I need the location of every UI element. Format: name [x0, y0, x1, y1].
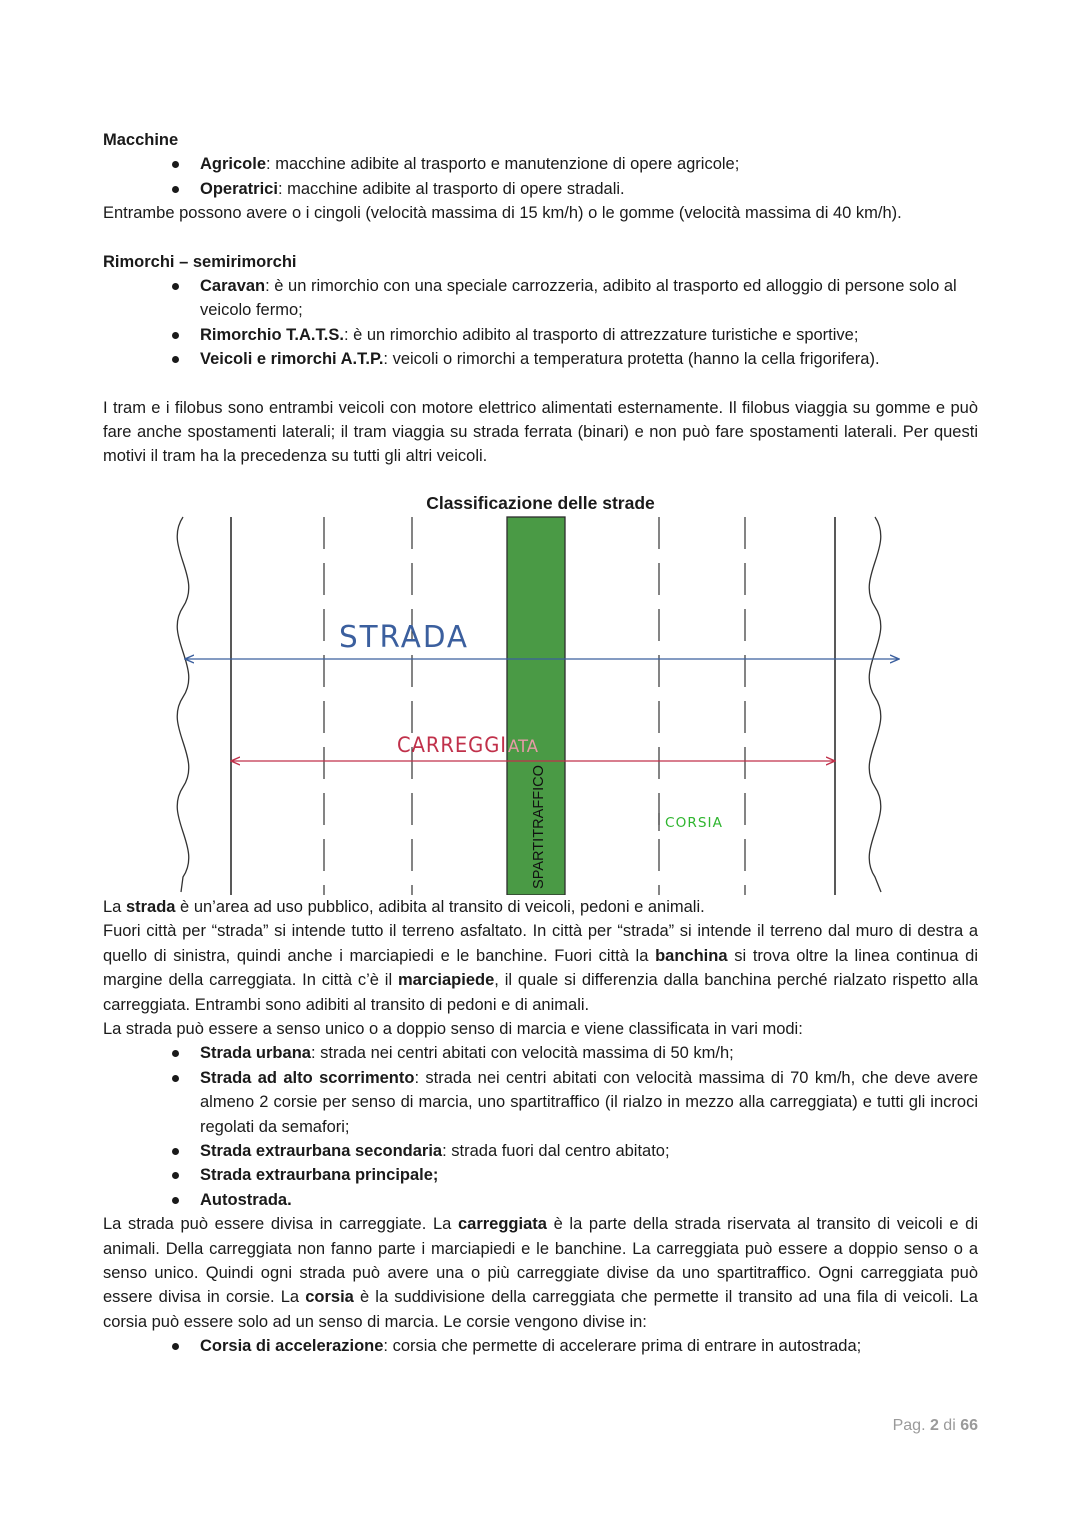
spartitraffico-label: SPARTITRAFFICO	[530, 761, 547, 889]
list-rimorchi	[103, 274, 978, 372]
term-corsia: corsia	[305, 1288, 354, 1307]
term: Caravan	[200, 277, 266, 296]
list-item	[103, 1163, 978, 1187]
list-item	[103, 152, 978, 176]
term: Corsia di accelerazione	[200, 1337, 384, 1356]
desc: : è un rimorchio con una speciale carrozzeria, adibito al trasporto ed alloggio di persone solo al veicolo fermo;	[200, 277, 957, 320]
left-wall-line	[177, 517, 189, 892]
strada-classification-intro: La strada può essere a senso unico o a doppio senso di marcia e viene classificata in vari modi:	[103, 1019, 803, 1038]
desc: : veicoli o rimorchi a temperatura protetta (hanno la cella frigorifera).	[383, 350, 880, 369]
right-wall-line	[869, 517, 881, 892]
page-current: 2	[929, 1417, 939, 1434]
desc: : strada nei centri abitati con velocità massima di 70 km/h, che deve avere almeno 2 corsie per senso di marcia, uno spartitraffico (il rialzo in mezzo alla carreggiata) e tutti gli incroci regolati da semafori;	[200, 1068, 978, 1136]
text: La	[103, 897, 126, 916]
term: Strada extraurbana secondaria	[200, 1141, 443, 1160]
strada-paragraph	[103, 919, 978, 1017]
page-total: 66	[960, 1417, 978, 1434]
list-item	[103, 1139, 978, 1163]
desc: : corsia che permette di accelerare prima di entrare in autostrada;	[383, 1337, 862, 1356]
term: Strada urbana	[200, 1044, 311, 1063]
text: Fuori città per “strada” si intende tutto il terreno asfaltato. In città per “strada” si intende il terreno dal muro di destra a quello di sinistra, quindi anche i marciapiedi e le banchine. Fuori città la	[103, 922, 978, 965]
tram-paragraph: I tram e i filobus sono entrambi veicoli con motore elettrico alimentati esternamente. Il filobus viaggia su gomme e può fare anche spostamenti laterali; il tram viaggia su strada ferrata (binari) e non può fare spostamenti laterali. Per questi motivi il tram ha la precedenza su tutti gli altri veicoli.	[103, 398, 978, 466]
list-item	[103, 347, 978, 371]
term: Veicoli e rimorchi A.T.P.	[200, 350, 384, 369]
list-item	[103, 323, 978, 347]
list-item	[103, 274, 978, 323]
list-item	[103, 1066, 978, 1139]
carreggiata-paragraph	[103, 1212, 978, 1334]
page-prefix: Pag.	[892, 1417, 930, 1434]
note-macchine: Entrambe possono avere o i cingoli (velocità massima di 15 km/h) o le gomme (velocità massima di 40 km/h).	[103, 204, 902, 223]
page-content	[103, 128, 978, 1359]
text: è la parte della strada riservata al transito di veicoli e di animali. Della carreggiata non fanno parte i marciapiedi e le banchine. La carreggiata può essere a doppio senso o a senso unico. Quindi ogni strada può avere una o più carreggiate divise da uno spartitraffico. Ogni carreggiata può essere divisa in corsie. La	[103, 1215, 978, 1307]
desc: ;	[432, 1166, 439, 1185]
list-item	[103, 1334, 978, 1358]
term: Strada ad alto scorrimento	[200, 1068, 415, 1087]
text: La strada può essere divisa in carreggiate. La	[103, 1215, 458, 1234]
list-item	[103, 1041, 978, 1065]
carreggiata-label-part1: CARREGGI	[397, 732, 507, 757]
desc: : macchine adibite al trasporto di opere stradali.	[277, 179, 625, 198]
term: Rimorchio T.A.T.S.	[200, 325, 344, 344]
list-item	[103, 177, 978, 201]
term-carreggiata: carreggiata	[457, 1215, 547, 1234]
road-diagram	[103, 497, 978, 895]
list-macchine	[103, 152, 978, 201]
corsia-label: CORSIA	[665, 815, 723, 831]
desc: .	[287, 1190, 292, 1209]
heading-rimorchi: Rimorchi – semirimorchi	[103, 252, 297, 271]
desc: : strada nei centri abitati con velocità massima di 50 km/h;	[310, 1044, 734, 1063]
text: , il quale si differenzia dalla banchina perché rialzato rispetto alla carreggiata. Entrambi sono adibiti al transito di pedoni e di animali.	[103, 971, 978, 1014]
strada-definition	[103, 895, 978, 919]
text: si trova oltre la linea continua di margine della carreggiata. In città c’è il	[103, 946, 979, 990]
term-banchina: banchina	[655, 946, 728, 965]
page-sep: di	[938, 1417, 961, 1434]
carreggiata-label-part2: ATA	[508, 736, 539, 757]
heading-macchine: Macchine	[103, 131, 179, 149]
text: è la suddivisione della carreggiata che permette il transito ad una fila di veicoli. La corsia può essere solo ad un senso di marcia. Le corsie vengono divise in:	[103, 1288, 978, 1331]
term: Autostrada	[200, 1190, 288, 1209]
list-lane-types	[103, 1334, 978, 1358]
term-marciapiede: marciapiede	[397, 971, 495, 990]
figure-title: Classificazione delle strade	[426, 492, 655, 513]
desc: : macchine adibite al trasporto e manutenzione di opere agricole;	[266, 155, 740, 174]
list-road-types	[103, 1041, 978, 1212]
desc: : è un rimorchio adibito al trasporto di attrezzature turistiche e sportive;	[343, 325, 859, 344]
term: Operatrici	[200, 179, 278, 198]
strada-label: STRADA	[339, 619, 469, 655]
term-strada: strada	[125, 897, 176, 916]
page-number	[893, 1417, 978, 1435]
term: Strada extraurbana principale	[200, 1166, 433, 1185]
list-item	[103, 1188, 978, 1212]
road-classification-figure	[103, 492, 978, 895]
desc: : strada fuori dal centro abitato;	[442, 1141, 670, 1160]
term: Agricole	[200, 155, 267, 174]
text: è un’area ad uso pubblico, adibita al transito di veicoli, pedoni e animali.	[175, 897, 705, 916]
